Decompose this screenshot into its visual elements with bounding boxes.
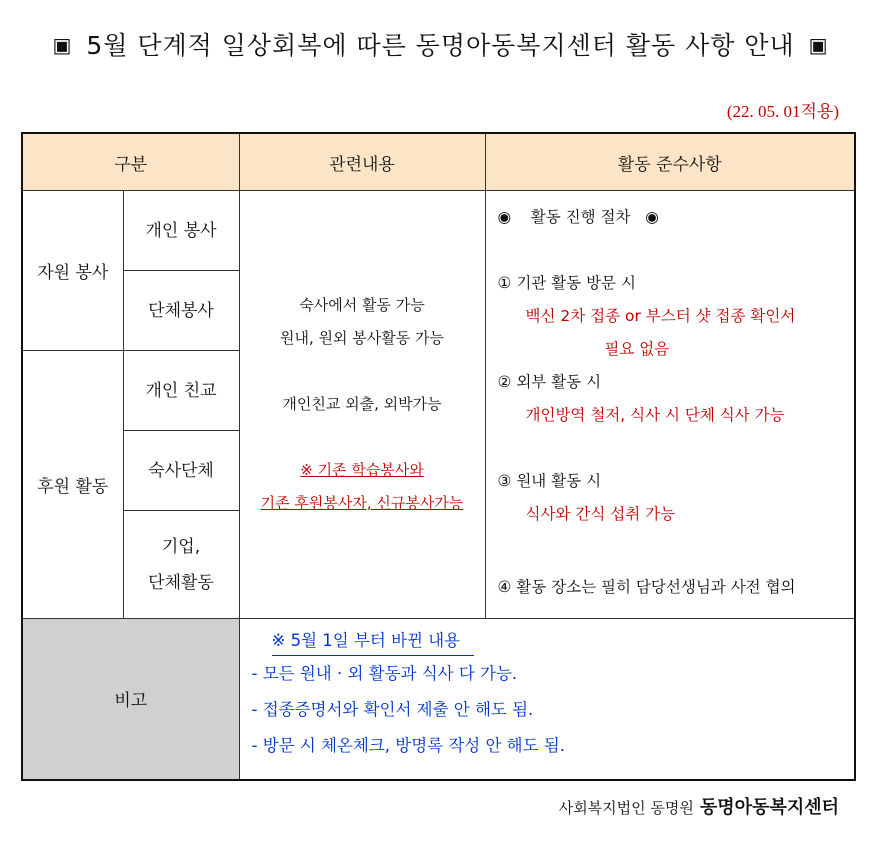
table-row: [22, 191, 855, 271]
target-bullet-icon: ◉: [497, 208, 512, 226]
compliance-item-detail: 필요 없음: [604, 340, 670, 358]
footer-org-name: 동명아동복지센터: [699, 797, 839, 818]
subcategory-personal-visit: 개인 친교: [123, 351, 239, 431]
activity-table: [21, 132, 856, 781]
category-sponsor: 후원 활동: [22, 351, 123, 619]
footer-signature: [559, 793, 839, 819]
related-line: 개인친교 외출, 외박가능: [282, 395, 442, 413]
compliance-header-text: 활동 진행 절차: [530, 208, 631, 226]
header-related: 관련내용: [239, 133, 485, 191]
effective-date: (22. 05. 01적용): [726, 102, 839, 121]
compliance-item: ③ 원내 활동 시: [497, 472, 602, 490]
subcategory-corp-line: 단체활동: [148, 572, 214, 593]
subcategory-group-volunteer: 단체봉사: [123, 271, 239, 351]
remarks-item: - 접종증명서와 확인서 제출 안 해도 됨.: [251, 700, 534, 719]
footer-org-prefix: 사회복지법인 동명원: [558, 799, 694, 817]
subcategory-corp-line: 기업,: [161, 536, 201, 557]
related-note: 기존 후원봉사자, 신규봉사가능: [260, 494, 464, 512]
compliance-cell: [485, 191, 855, 619]
header-category: 구분: [22, 133, 239, 191]
related-line: 숙사에서 활동 가능: [299, 296, 425, 314]
compliance-item-detail: 식사와 간식 섭취 가능: [525, 505, 676, 523]
compliance-header: [498, 201, 847, 234]
remarks-label: 비고: [22, 619, 239, 780]
related-note: ※ 기존 학습봉사와: [300, 461, 424, 479]
subcategory-corp-group: [123, 511, 239, 619]
remarks-content: [239, 619, 855, 780]
table-header-row: [22, 133, 855, 191]
remarks-row: [22, 619, 855, 780]
remarks-item: - 모든 원내 · 외 활동과 식사 다 가능.: [251, 664, 518, 683]
square-bullet-icon: ▣: [52, 33, 73, 57]
related-content-cell: [239, 191, 485, 619]
header-compliance: 활동 준수사항: [485, 133, 855, 191]
page-title: [0, 26, 881, 62]
remarks-item: - 방문 시 체온체크, 방명록 작성 안 해도 됨.: [251, 736, 565, 755]
target-bullet-icon: ◉: [645, 208, 659, 226]
subcategory-personal-volunteer: 개인 봉사: [123, 191, 239, 271]
compliance-item-detail: 백신 2차 접종 or 부스터 샷 접종 확인서: [525, 307, 796, 325]
square-bullet-icon: ▣: [808, 33, 829, 57]
compliance-item: ② 외부 활동 시: [497, 373, 602, 391]
category-volunteer: 자원 봉사: [22, 191, 123, 351]
compliance-item: ④ 활동 장소는 필히 담당선생님과 사전 협의: [497, 578, 796, 596]
compliance-item-detail: 개인방역 철저, 식사 시 단체 식사 가능: [525, 406, 785, 424]
page-title-text: 5월 단계적 일상회복에 따른 동명아동복지센터 활동 사항 안내: [86, 31, 795, 60]
related-line: 원내, 원외 봉사활동 가능: [280, 329, 444, 347]
remarks-header: ※ 5월 1일 부터 바뀐 내용: [272, 627, 475, 656]
subcategory-dorm-group: 숙사단체: [123, 431, 239, 511]
compliance-item: ① 기관 활동 방문 시: [497, 274, 636, 292]
